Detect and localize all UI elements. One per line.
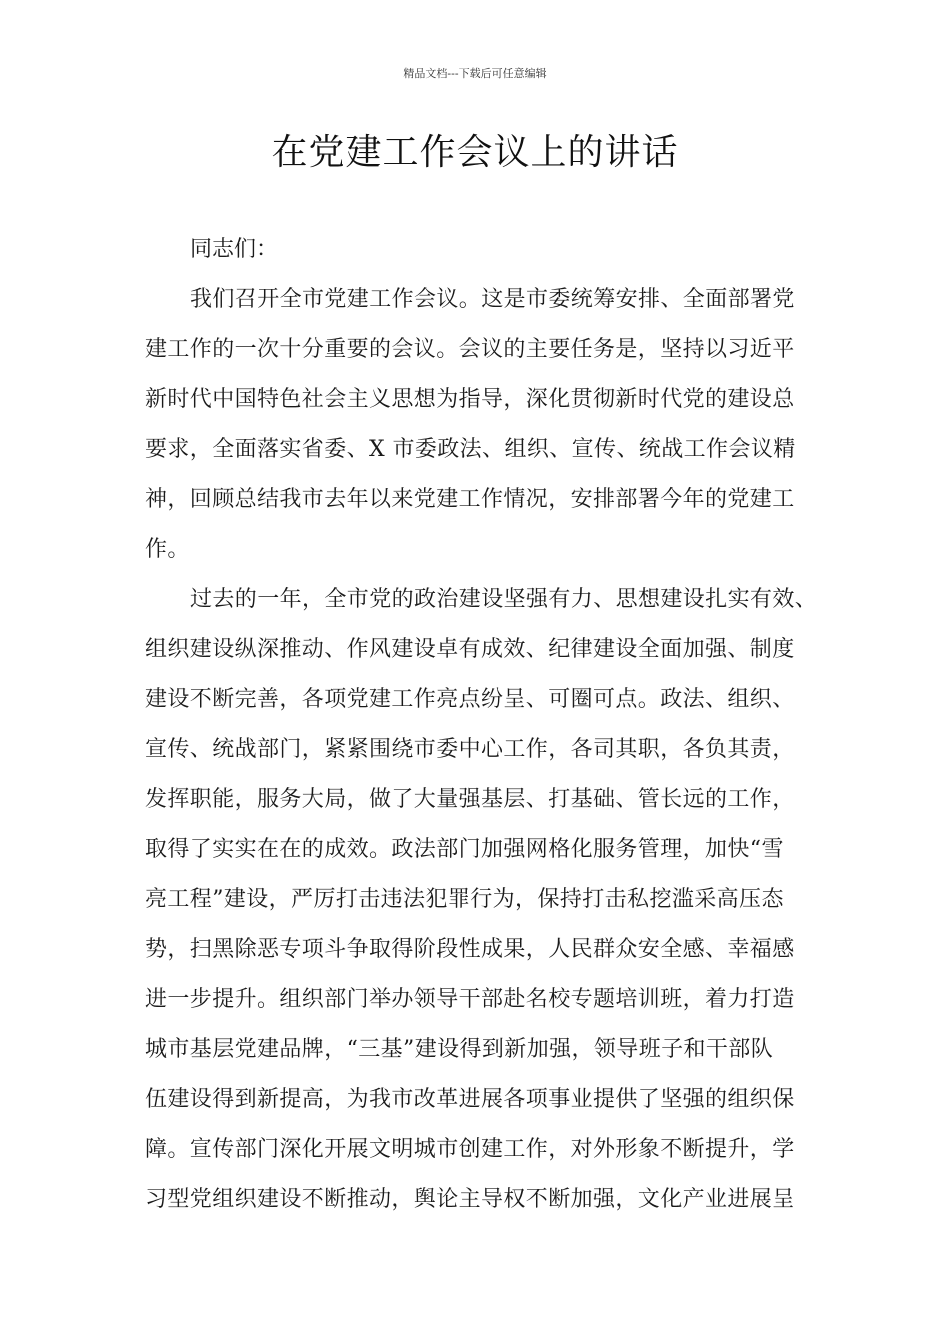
body-line: 要求，全面落实省委、X 市委政法、组织、宣传、统战工作会议精: [145, 437, 796, 462]
body-line: 建设不断完善，各项党建工作亮点纷呈、可圈可点。政法、组织、: [145, 687, 795, 712]
body-line: 建工作的一次十分重要的会议。会议的主要任务是，坚持以习近平: [145, 337, 795, 362]
salutation: 同志们：: [190, 237, 279, 262]
header-note: 精品文档---下载后可任意编辑: [403, 67, 547, 80]
body-line: 城市基层党建品牌，“三基”建设得到新加强，领导班子和干部队: [145, 1037, 774, 1062]
body-line: 发挥职能，服务大局，做了大量强基层、打基础、管长远的工作，: [145, 787, 795, 812]
body-line: 障。宣传部门深化开展文明城市创建工作，对外形象不断提升，学: [145, 1137, 795, 1162]
body-line: 我们召开全市党建工作会议。这是市委统筹安排、全面部署党: [190, 287, 795, 312]
body-line: 伍建设得到新提高，为我市改革进展各项事业提供了坚强的组织保: [145, 1087, 795, 1112]
body-line: 习型党组织建设不断推动，舆论主导权不断加强，文化产业进展呈: [145, 1187, 795, 1212]
body-line: 势，扫黑除恶专项斗争取得阶段性成果，人民群众安全感、幸福感: [145, 937, 795, 962]
body-line: 组织建设纵深推动、作风建设卓有成效、纪律建设全面加强、制度: [145, 637, 795, 662]
body-line: 进一步提升。组织部门举办领导干部赴名校专题培训班，着力打造: [145, 987, 795, 1012]
body-line: 取得了实实在在的成效。政法部门加强网格化服务管理，加快“雪: [145, 837, 784, 862]
body-line: 宣传、统战部门，紧紧围绕市委中心工作，各司其职，各负其责，: [145, 737, 795, 762]
body-line: 过去的一年，全市党的政治建设坚强有力、思想建设扎实有效、: [190, 587, 818, 612]
body-line: 新时代中国特色社会主义思想为指导，深化贯彻新时代党的建设总: [145, 387, 795, 412]
body-line: 作。: [145, 537, 190, 562]
body-line: 亮工程”建设，严厉打击违法犯罪行为，保持打击私挖滥采高压态: [145, 887, 784, 912]
document-title: 在党建工作会议上的讲话: [271, 132, 679, 173]
body-line: 神，回顾总结我市去年以来党建工作情况，安排部署今年的党建工: [145, 487, 795, 512]
